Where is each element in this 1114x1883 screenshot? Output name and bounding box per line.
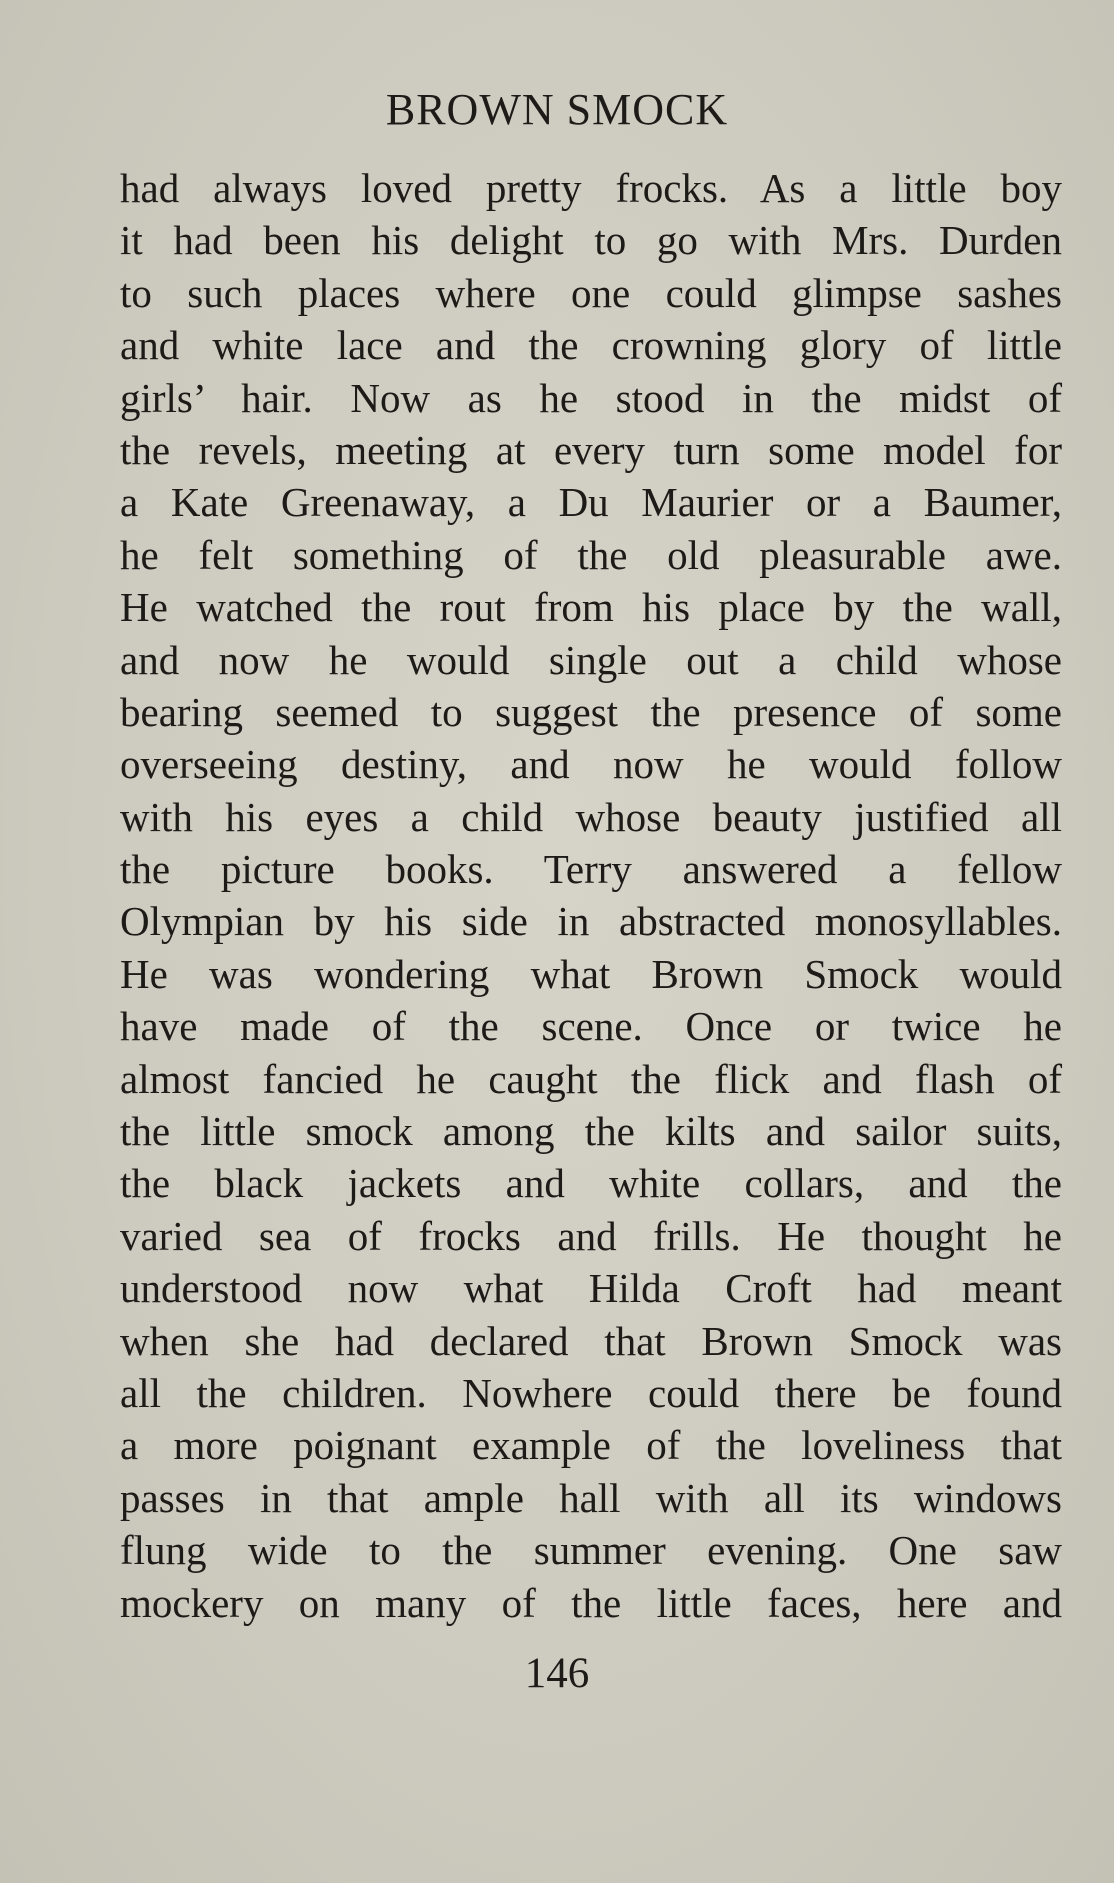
text-line: and white lace and the crowning glory of little [120,322,1062,369]
text-line: when she had declared that Brown Smock was [120,1317,1062,1364]
text-line: he felt something of the old pleasurable awe. [120,531,1062,578]
text-line: overseeing destiny, and now he would follow [120,741,1062,788]
text-line: it had been his delight to go with Mrs. Durden [120,217,1062,264]
running-head: BROWN SMOCK [385,85,729,134]
text-line: Olympian by his side in abstracted monosyllables. [120,898,1062,945]
text-line: had always loved pretty frocks. As a little boy [120,165,1062,211]
text-line: the black jackets and white collars, and the [120,1160,1062,1207]
text-line: the revels, meeting at every turn some model for [120,426,1062,473]
text-line: He was wondering what Brown Smock would [120,950,1062,997]
text-line: to such places where one could glimpse sashes [120,269,1062,316]
text-line: the picture books. Terry answered a fellow [120,846,1062,893]
text-line: with his eyes a child whose beauty justified all [120,793,1062,840]
text-line: flung wide to the summer evening. One saw [120,1527,1062,1574]
text-line: girls’ hair. Now as he stood in the midst of [120,374,1062,421]
text-line: mockery on many of the little faces, here and [120,1579,1062,1626]
text-line: the little smock among the kilts and sailor suits, [120,1108,1062,1155]
text-line: and now he would single out a child whose [120,636,1062,683]
text-line: a more poignant example of the loveliness that [120,1422,1062,1469]
text-line: understood now what Hilda Croft had meant [120,1265,1062,1312]
text-line: have made of the scene. Once or twice he [120,1003,1062,1050]
page-number: 146 [524,1650,590,1697]
text-line: a Kate Greenaway, a Du Maurier or a Baumer, [120,479,1062,526]
body-text [120,162,1062,1629]
text-line: He watched the rout from his place by the wall, [120,584,1062,631]
text-line: almost fancied he caught the flick and flash of [120,1055,1062,1102]
text-line: bearing seemed to suggest the presence of some [120,688,1062,735]
text-line: varied sea of frocks and frills. He thought he [120,1212,1062,1259]
text-line: all the children. Nowhere could there be found [120,1369,1062,1416]
text-line: passes in that ample hall with all its windows [120,1474,1062,1521]
